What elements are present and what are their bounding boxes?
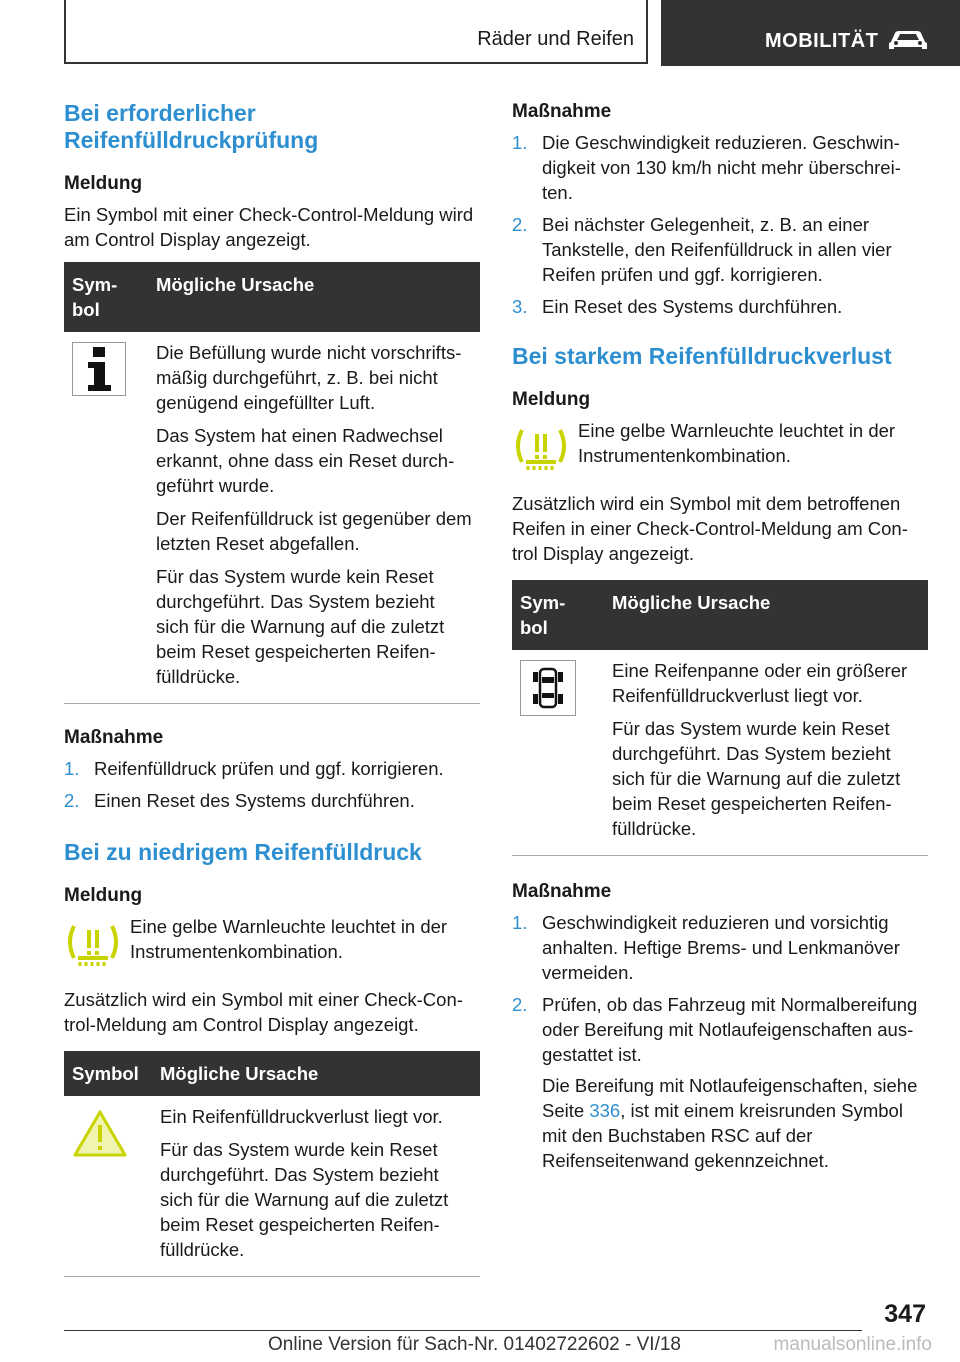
step-number: 1. bbox=[512, 912, 528, 933]
list-item bbox=[512, 992, 928, 1173]
step-number: 2. bbox=[512, 994, 528, 1015]
table-header bbox=[512, 580, 928, 650]
cause-text: Der Reifenfülldruck ist gegenüber dem letzten Reset abgefallen. bbox=[156, 508, 472, 554]
list-item bbox=[64, 788, 480, 813]
meldung-heading: Meldung bbox=[64, 173, 143, 194]
step-number: 2. bbox=[512, 214, 528, 235]
step-text: Die Geschwindigkeit reduzieren. Geschwin‐ digkeit von 130 km/h nicht mehr überschrei‐ ten. bbox=[542, 132, 901, 203]
step-number: 2. bbox=[64, 790, 80, 811]
page-number: 347 bbox=[884, 1300, 926, 1328]
section-title: Räder und Reifen bbox=[477, 28, 634, 50]
step-subtext bbox=[542, 1073, 928, 1173]
footer-divider bbox=[64, 1330, 862, 1331]
tpms-warning-icon bbox=[512, 418, 578, 477]
col-symbol: Sym‐ bol bbox=[512, 580, 604, 650]
cause-text: Für das System wurde kein Reset durchgeführt. Das System bezieht sich für die Warnung auf die zuletzt beim Reset gespeicherten Reifen‐ fülldrücke. bbox=[156, 566, 445, 687]
page-link-336[interactable]: 336 bbox=[589, 1100, 621, 1121]
symbol-cell bbox=[512, 650, 604, 856]
zusatz-text: Zusätzlich wird ein Symbol mit einer Check-Con‐ trol-Meldung am Control Display angezeigt. bbox=[64, 989, 463, 1035]
col-ursache: Mögliche Ursache bbox=[604, 580, 928, 650]
cause-text: Ein Reifenfülldruckverlust liegt vor. bbox=[160, 1106, 443, 1127]
warning-triangle-icon bbox=[72, 1109, 128, 1159]
info-symbol bbox=[72, 342, 126, 396]
tpms-warning-icon bbox=[64, 914, 130, 973]
steps-list-1 bbox=[64, 756, 480, 813]
symbol-cell bbox=[64, 332, 148, 704]
table-header bbox=[64, 262, 480, 332]
symbol-cell bbox=[64, 1096, 152, 1277]
right-column bbox=[512, 100, 928, 1187]
step-text: Prüfen, ob das Fahrzeug mit Normalbereifung oder Bereifung mit Notlaufeigenschaften aus‐ gestattet ist. bbox=[542, 994, 918, 1065]
chapter-tab bbox=[661, 0, 960, 66]
table-row bbox=[64, 332, 480, 704]
symbol-table-1 bbox=[64, 262, 480, 704]
car-tire-pressure-icon bbox=[531, 665, 565, 711]
step-text: Bei nächster Gelegenheit, z. B. an einer Tankstelle, den Reifenfülldruck in allen vier Reifen prüfen und ggf. korrigieren. bbox=[542, 214, 892, 285]
page-header bbox=[64, 0, 960, 66]
meldung-heading: Meldung bbox=[512, 389, 591, 410]
cause-text: Das System hat einen Radwechsel erkannt, ohne dass ein Reset durch‐ geführt wurde. bbox=[156, 425, 455, 496]
heading-starker-verlust: Bei starkem Reifenfülldruckverlust bbox=[512, 343, 892, 369]
step-text: Geschwindigkeit reduzieren und vorsichtig anhalten. Heftige Brems- und Lenkmanöver vermeiden. bbox=[542, 912, 900, 983]
table-row bbox=[64, 1096, 480, 1277]
warning-triangle-symbol bbox=[72, 1106, 128, 1162]
list-item bbox=[512, 130, 928, 205]
warning-lamp-row bbox=[512, 418, 928, 477]
warning-text: Eine gelbe Warnleuchte leuchtet in der Instrumentenkombination. bbox=[578, 420, 896, 466]
cause-cell bbox=[152, 1096, 480, 1277]
col-symbol: Symbol bbox=[64, 1051, 152, 1096]
cause-cell bbox=[604, 650, 928, 856]
col-symbol: Sym‐ bol bbox=[64, 262, 148, 332]
col-ursache: Mögliche Ursache bbox=[148, 262, 480, 332]
car-tyre-symbol bbox=[520, 660, 576, 716]
step-text: Reifenfülldruck prüfen und ggf. korrigieren. bbox=[94, 758, 444, 779]
heading-niedriger-druck: Bei zu niedrigem Reifenfülldruck bbox=[64, 839, 422, 865]
massnahme-heading: Maßnahme bbox=[512, 881, 612, 902]
cause-text: Für das System wurde kein Reset durchgeführt. Das System bezieht sich für die Warnung auf die zuletzt beim Reset gespeicherten Reifen‐ fülldrücke. bbox=[160, 1139, 449, 1260]
cause-text: Die Befüllung wurde nicht vorschrifts‐ mäßig durchgeführt, z. B. bei nicht genügend eingefüllter Luft. bbox=[156, 342, 462, 413]
step-number: 1. bbox=[512, 132, 528, 153]
heading-reifenfuelldruckpruefung: Bei erforderlicher Reifenfülldruckprüfung bbox=[64, 100, 319, 153]
footer-text: Online Version für Sach-Nr. 01402722602 - VI/18 bbox=[268, 1334, 681, 1355]
zusatz-text: Zusätzlich wird ein Symbol mit dem betroffenen Reifen in einer Check-Control-Meldung am Con‐ trol Display angezeigt. bbox=[512, 493, 908, 564]
chapter-title: MOBILITÄT bbox=[765, 30, 879, 52]
cause-text: Eine Reifenpanne oder ein größerer Reifenfülldruckverlust liegt vor. bbox=[612, 660, 908, 706]
list-item bbox=[512, 910, 928, 985]
meldung-heading: Meldung bbox=[64, 885, 143, 906]
meldung-text: Ein Symbol mit einer Check-Control-Meldung wird am Control Display angezeigt. bbox=[64, 204, 474, 250]
list-item bbox=[64, 756, 480, 781]
table-row bbox=[512, 650, 928, 856]
subtext-part: , ist mit einem kreisrunden Symbol mit den Buchstaben RSC auf der Reifenseitenwand gekennzeichnet. bbox=[542, 1100, 903, 1171]
car-icon bbox=[887, 28, 929, 52]
subtext-part: Die Bereifung mit Notlaufeigenschaften, siehe Seite bbox=[542, 1075, 918, 1121]
steps-list-0 bbox=[512, 130, 928, 319]
step-text: Einen Reset des Systems durchführen. bbox=[94, 790, 415, 811]
left-column bbox=[64, 100, 480, 1299]
table-header bbox=[64, 1051, 480, 1096]
list-item bbox=[512, 212, 928, 287]
massnahme-heading: Maßnahme bbox=[512, 101, 612, 122]
symbol-table-2 bbox=[64, 1051, 480, 1277]
watermark: manualsonline.info bbox=[773, 1334, 932, 1355]
symbol-table-3 bbox=[512, 580, 928, 856]
section-tab bbox=[64, 0, 648, 64]
list-item bbox=[512, 294, 928, 319]
warning-text: Eine gelbe Warnleuchte leuchtet in der Instrumentenkombination. bbox=[130, 916, 448, 962]
col-ursache: Mögliche Ursache bbox=[152, 1051, 480, 1096]
step-text: Ein Reset des Systems durchführen. bbox=[542, 296, 843, 317]
cause-cell bbox=[148, 332, 480, 704]
info-icon bbox=[84, 347, 114, 391]
massnahme-heading: Maßnahme bbox=[64, 727, 164, 748]
step-number: 1. bbox=[64, 758, 80, 779]
cause-text: Für das System wurde kein Reset durchgeführt. Das System bezieht sich für die Warnung auf die zuletzt beim Reset gespeicherten Reifen‐ fülldrücke. bbox=[612, 718, 901, 839]
steps-list-3 bbox=[512, 910, 928, 1173]
warning-lamp-row bbox=[64, 914, 480, 973]
step-number: 3. bbox=[512, 296, 528, 317]
